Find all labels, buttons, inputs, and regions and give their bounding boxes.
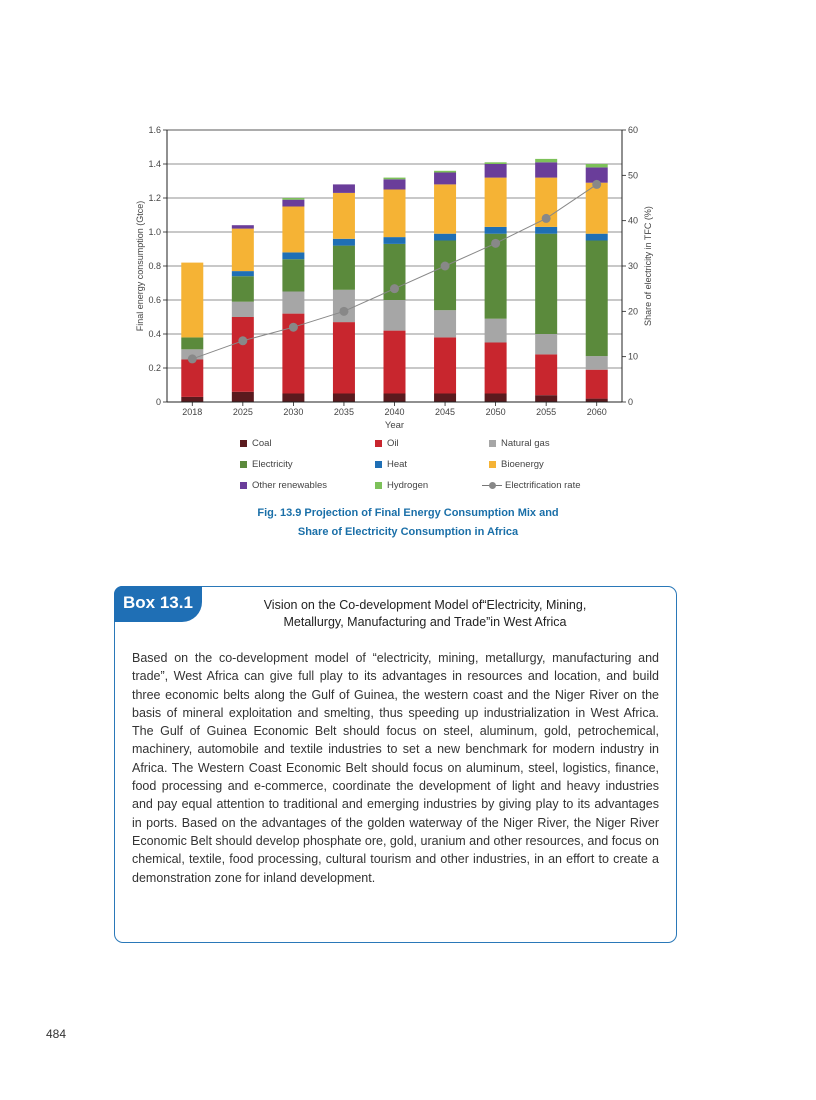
bar-coal-2045: [434, 394, 456, 403]
legend-label-electrification-rate: Electrification rate: [505, 480, 581, 491]
legend-label-oil: Oil: [387, 438, 399, 449]
legend-swatch-heat: [375, 461, 382, 468]
electrification-point-2035: [339, 307, 348, 316]
x-tick-label: 2050: [485, 407, 506, 417]
electrification-point-2018: [188, 354, 197, 363]
y-tick-label: 0.4: [148, 329, 161, 339]
legend-swatch-hydrogen: [375, 482, 382, 489]
bar-other-renewables-2045: [434, 173, 456, 185]
y2-tick-label: 0: [628, 397, 634, 407]
chart-bars: [181, 159, 607, 402]
figure-caption: [0, 504, 816, 542]
bar-coal-2055: [535, 395, 557, 402]
bar-electricity-2055: [535, 234, 557, 334]
bar-hydrogen-2040: [384, 178, 406, 180]
legend-line-marker-icon: [482, 482, 502, 489]
caption-line-2: Share of Electricity Consumption in Africa: [297, 526, 519, 538]
legend-swatch-other-renewables: [240, 482, 247, 489]
bar-other-renewables-2050: [485, 164, 507, 178]
x-tick-label: 2018: [182, 407, 203, 417]
bar-bioenergy-2018: [181, 263, 203, 338]
legend-label-bioenergy: Bioenergy: [501, 459, 544, 470]
bar-natural-gas-2035: [333, 290, 355, 322]
electrification-point-2040: [390, 284, 399, 293]
x-tick-label: 2035: [333, 407, 354, 417]
y2-tick-label: 50: [628, 170, 639, 181]
bar-coal-2050: [485, 394, 507, 403]
legend-label-heat: Heat: [387, 459, 408, 470]
x-tick-label: 2060: [586, 407, 607, 417]
legend-label-hydrogen: Hydrogen: [387, 480, 429, 491]
bar-other-renewables-2035: [333, 184, 355, 193]
x-tick-label: 2030: [283, 407, 304, 417]
bar-bioenergy-2025: [232, 229, 254, 272]
bar-bioenergy-2035: [333, 193, 355, 239]
electrification-point-2025: [238, 336, 247, 345]
legend-swatch-electricity: [240, 461, 247, 468]
bar-coal-2025: [232, 392, 254, 402]
bar-hydrogen-2060: [586, 164, 608, 167]
bar-bioenergy-2045: [434, 184, 456, 233]
bar-coal-2030: [282, 394, 304, 403]
legend-swatch-oil: [375, 440, 382, 447]
bar-hydrogen-2030: [282, 198, 304, 200]
bar-other-renewables-2055: [535, 162, 557, 177]
bar-bioenergy-2060: [586, 183, 608, 234]
energy-consumption-chart: [0, 0, 816, 440]
box-title: [215, 597, 635, 631]
x-tick-label: 2055: [536, 407, 557, 417]
y2-tick-label: 10: [628, 351, 639, 362]
bar-oil-2040: [384, 331, 406, 394]
bar-bioenergy-2040: [384, 190, 406, 238]
bar-electricity-2045: [434, 241, 456, 311]
bar-oil-2025: [232, 317, 254, 392]
bar-natural-gas-2050: [485, 319, 507, 343]
y-tick-label: 1.0: [148, 227, 161, 237]
legend-other-renewables: [240, 480, 327, 491]
box-title-line-2: Metallurgy, Manufacturing and Trade”in West Africa: [283, 615, 567, 629]
legend-coal: [240, 438, 272, 449]
bar-natural-gas-2055: [535, 334, 557, 354]
legend-label-natural-gas: Natural gas: [501, 438, 550, 449]
bar-natural-gas-2045: [434, 310, 456, 337]
x-tick-label: 2045: [435, 407, 456, 417]
box-13-1: [114, 586, 677, 943]
legend-hydrogen: [375, 480, 428, 491]
legend-swatch-natural-gas: [489, 440, 496, 447]
y-tick-label: 1.6: [148, 125, 161, 135]
bar-heat-2055: [535, 227, 557, 234]
bar-heat-2050: [485, 227, 507, 234]
legend-electrification-rate: [482, 480, 581, 491]
legend-electricity: [240, 459, 293, 470]
box-title-line-1: Vision on the Co-development Model of“Electricity, Mining,: [263, 598, 587, 612]
bar-electricity-2060: [586, 241, 608, 357]
bar-other-renewables-2040: [384, 179, 406, 189]
x-axis-title: Year: [384, 420, 405, 431]
bar-natural-gas-2025: [232, 302, 254, 317]
bar-oil-2018: [181, 360, 203, 397]
bar-bioenergy-2050: [485, 178, 507, 227]
bar-electricity-2030: [282, 259, 304, 291]
legend-swatch-coal: [240, 440, 247, 447]
legend-natural-gas: [489, 438, 550, 449]
electrification-point-2045: [441, 262, 450, 271]
bar-heat-2040: [384, 237, 406, 244]
bar-oil-2055: [535, 354, 557, 395]
y-tick-label: 0: [155, 397, 161, 407]
bar-other-renewables-2025: [232, 225, 254, 228]
y2-axis-title: Share of electricity in TFC (%): [643, 206, 653, 326]
legend-heat: [375, 459, 407, 470]
electrification-point-2030: [289, 323, 298, 332]
electrification-point-2050: [491, 239, 500, 248]
bar-heat-2060: [586, 234, 608, 241]
bar-oil-2035: [333, 322, 355, 393]
bar-hydrogen-2050: [485, 162, 507, 164]
x-tick-label: 2025: [232, 407, 253, 417]
x-tick-label: 2040: [384, 407, 405, 417]
bar-natural-gas-2040: [384, 300, 406, 331]
bar-heat-2045: [434, 234, 456, 241]
y2-tick-label: 40: [628, 215, 639, 226]
y-tick-label: 0.8: [148, 261, 161, 271]
y2-tick-label: 60: [628, 125, 639, 135]
y-axis-title: Final energy consumption (Gtce): [135, 200, 145, 332]
y-tick-label: 0.2: [148, 363, 161, 373]
legend-label-electricity: Electricity: [252, 459, 293, 470]
bar-heat-2025: [232, 271, 254, 276]
bar-coal-2035: [333, 394, 355, 403]
bar-natural-gas-2060: [586, 356, 608, 370]
legend-label-other-renewables: Other renewables: [252, 480, 327, 491]
bar-natural-gas-2030: [282, 292, 304, 314]
bar-hydrogen-2045: [434, 171, 456, 173]
bar-oil-2060: [586, 370, 608, 399]
bar-electricity-2035: [333, 246, 355, 290]
bar-coal-2060: [586, 399, 608, 402]
chart-legend: [240, 438, 640, 498]
bar-oil-2050: [485, 343, 507, 394]
y2-tick-label: 30: [628, 261, 639, 271]
bar-electricity-2018: [181, 337, 203, 349]
bar-heat-2035: [333, 239, 355, 246]
legend-swatch-bioenergy: [489, 461, 496, 468]
bar-electricity-2025: [232, 276, 254, 302]
legend-bioenergy: [489, 459, 544, 470]
caption-line-1: Fig. 13.9 Projection of Final Energy Consumption Mix and: [257, 507, 559, 519]
bar-oil-2045: [434, 337, 456, 393]
y-tick-label: 0.6: [148, 295, 161, 305]
bar-coal-2018: [181, 397, 203, 402]
box-body-text: Based on the co-development model of “electricity, mining, metallurgy, manufacturing and trade”, West Africa can give full play to its advantages in resources and location, and build three economic belts along the Gulf of Guinea, the western coast and the Niger River on the basis of mineral exploitation and smelting, thus speeding up industrialization in West Africa. The Gulf of Guinea Economic Belt should focus on steel, aluminum, gold, petrochemical, machinery, automobile and textile industries to set a new benchmark for modern industry in Africa. The Western Coast Economic Belt should focus on aluminum, steel, logistics, finance, food processing and e-commerce, coordinate the development of light and heavy industries and pay equal attention to traditional and emerging industries by giving play to its advantages in ports. Based on the advantages of the golden waterway of the Niger River, the Niger River Economic Belt should develop phosphate ore, gold, uranium and other resources, and focus on chemical, textile, food processing, cultural tourism and other industries, in an effort to create a demonstration zone for inland development.: [132, 651, 659, 885]
bar-other-renewables-2030: [282, 200, 304, 207]
page-number: 484: [46, 1027, 67, 1041]
bar-coal-2040: [384, 394, 406, 403]
legend-oil: [375, 438, 399, 449]
electrification-point-2055: [542, 214, 551, 223]
y-tick-label: 1.2: [148, 193, 161, 203]
bar-bioenergy-2030: [282, 207, 304, 253]
bar-heat-2030: [282, 252, 304, 259]
legend-label-coal: Coal: [252, 438, 272, 449]
box-label: Box 13.1: [114, 586, 202, 622]
y2-tick-label: 20: [628, 306, 639, 317]
y-tick-label: 1.4: [148, 159, 161, 169]
electrification-point-2060: [592, 180, 601, 189]
bar-hydrogen-2055: [535, 159, 557, 162]
